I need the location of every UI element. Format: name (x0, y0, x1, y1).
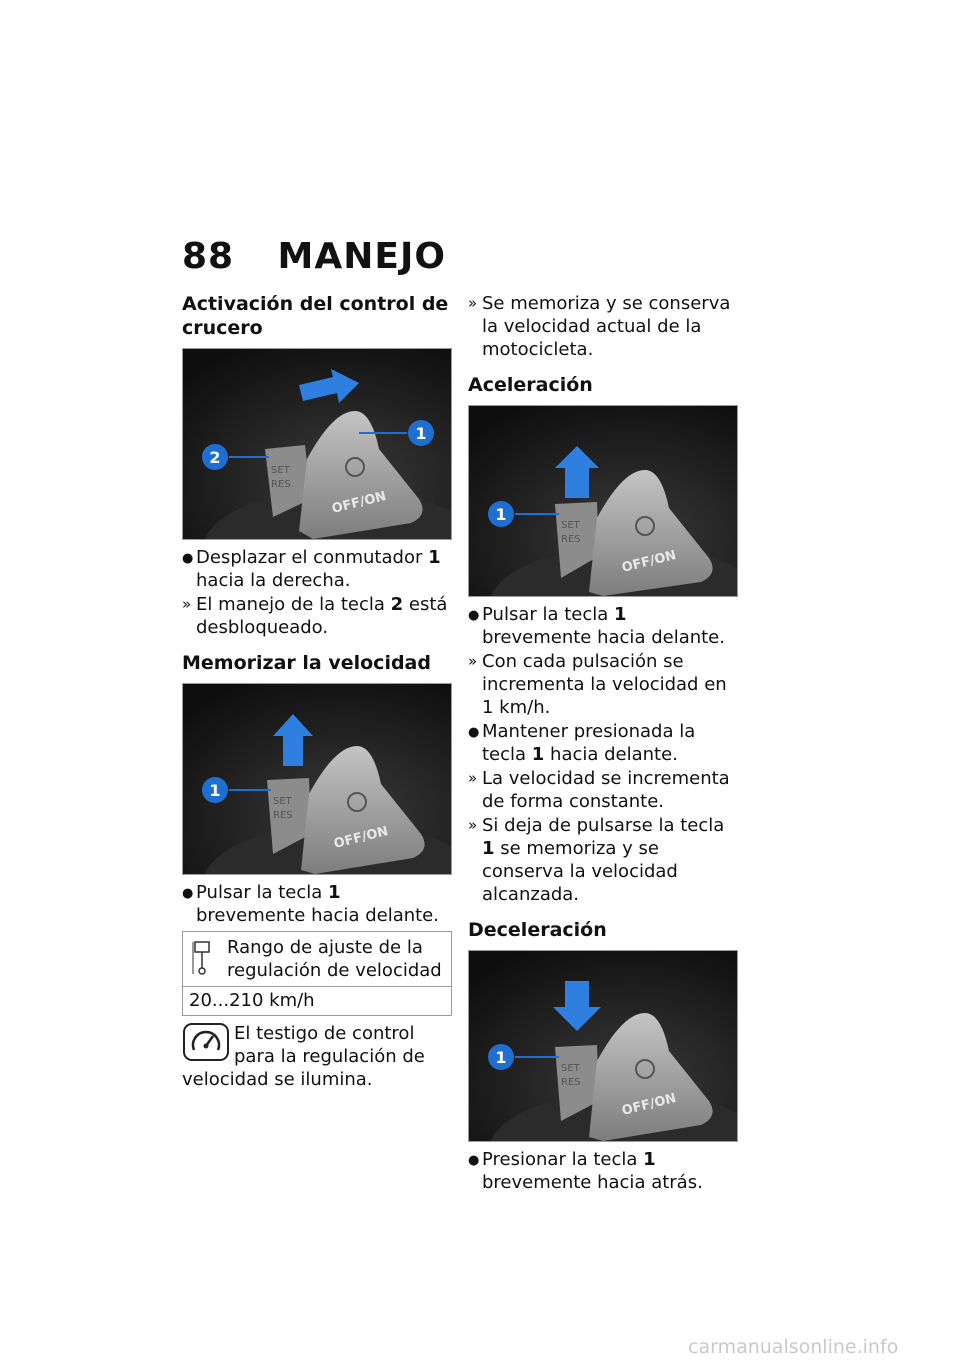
result-marker: » (182, 595, 192, 613)
result-step (468, 814, 738, 906)
step-reference-number: 1 (643, 1149, 656, 1170)
step-text: se memoriza y se conserva la velocidad alcanzada. (482, 838, 678, 905)
switch-bottom-label: RES (271, 479, 291, 490)
page-number: 88 (182, 236, 235, 277)
bullet-marker: ● (182, 886, 194, 901)
step-reference-number: 1 (482, 838, 495, 859)
bullet-marker: ● (468, 608, 480, 623)
deceleration-title: Deceleración (468, 919, 607, 941)
watermark: carmanualsonline.info (688, 1336, 899, 1358)
step-text: hacia la derecha. (196, 570, 351, 591)
svg-text:1: 1 (495, 1048, 507, 1067)
activation-figure (182, 348, 452, 540)
result-marker: » (468, 816, 478, 834)
acceleration-steps (468, 603, 738, 906)
instruction-step (182, 881, 452, 927)
step-text: brevemente hacia delante. (196, 905, 439, 926)
step-reference-number: 1 (531, 744, 545, 765)
section-title: MANEJO (277, 236, 446, 277)
bullet-marker: ● (182, 551, 194, 566)
indicator-text: El testigo de control para la regulación de velocidad se ilumina. (182, 1023, 425, 1090)
svg-text:SET: SET (273, 796, 292, 807)
step-text: Desplazar el conmutador (196, 547, 429, 568)
right-column (468, 292, 738, 1195)
memorize-title: Memorizar la velocidad (182, 652, 431, 674)
step-text: Presionar la tecla (482, 1149, 644, 1170)
instruction-step (468, 1148, 738, 1194)
step-reference-number: 2 (390, 594, 404, 615)
step-text: El manejo de la tecla (196, 594, 391, 615)
svg-text:OFF/ON: OFF/ON (620, 547, 678, 576)
activation-title: Activación del control de crucero (182, 293, 449, 339)
step-reference-number: 1 (614, 604, 627, 625)
lever-text: OFF/ON (330, 488, 388, 517)
bullet-marker: ● (468, 1153, 480, 1168)
left-column (182, 292, 452, 1091)
wrench-spec-icon (189, 936, 227, 980)
indicator-note (182, 1022, 452, 1091)
deceleration-steps (468, 1148, 738, 1194)
result-marker: » (468, 769, 478, 787)
step-text: hacia delante. (544, 744, 678, 765)
svg-text:RES: RES (561, 534, 581, 545)
step-text: Pulsar la tecla (482, 604, 615, 625)
svg-text:RES: RES (273, 810, 293, 821)
step-text: brevemente hacia atrás. (482, 1172, 703, 1193)
deceleration-figure (468, 950, 738, 1142)
switch-top-label: SET (271, 465, 290, 476)
cruise-control-indicator-icon (182, 1022, 232, 1062)
step-text: La velocidad se incrementa de forma constante. (482, 768, 730, 812)
step-text: Con cada pulsación se incrementa la velocidad en 1 km/h. (482, 651, 727, 718)
svg-text:OFF/ON: OFF/ON (332, 823, 390, 852)
svg-text:1: 1 (415, 424, 427, 443)
svg-text:SET: SET (561, 520, 580, 531)
memorize-steps (182, 881, 452, 927)
step-text: Se memoriza y se conserva la velocidad actual de la motocicleta. (482, 293, 731, 360)
activation-steps (182, 546, 452, 639)
svg-text:RES: RES (561, 1077, 581, 1088)
svg-text:1: 1 (209, 781, 221, 800)
result-step (468, 292, 738, 361)
memorize-result (468, 292, 738, 361)
page-header (182, 236, 446, 277)
bullet-marker: ● (468, 725, 480, 740)
result-step (468, 767, 738, 813)
svg-text:OFF/ON: OFF/ON (620, 1090, 678, 1119)
speed-range-spec (182, 931, 452, 1016)
step-text: Si deja de pulsarse la tecla (482, 815, 725, 836)
acceleration-title: Aceleración (468, 374, 593, 396)
result-marker: » (468, 294, 478, 312)
svg-text:2: 2 (209, 448, 221, 467)
step-reference-number: 1 (428, 547, 441, 568)
instruction-step (468, 603, 738, 649)
step-reference-number: 1 (328, 882, 341, 903)
spec-label: Rango de ajuste de la regulación de velocidad (227, 937, 442, 981)
result-marker: » (468, 652, 478, 670)
acceleration-figure (468, 405, 738, 597)
step-text: Pulsar la tecla (196, 882, 329, 903)
result-step (468, 650, 738, 719)
result-step (182, 593, 452, 639)
instruction-step (182, 546, 452, 592)
instruction-step (468, 720, 738, 766)
svg-text:SET: SET (561, 1063, 580, 1074)
svg-text:1: 1 (495, 505, 507, 524)
spec-value: 20...210 km/h (189, 990, 315, 1011)
step-text: Mantener presionada la tecla (482, 721, 696, 765)
memorize-figure (182, 683, 452, 875)
step-text: brevemente hacia delante. (482, 627, 725, 648)
step-text: está desbloqueado. (196, 594, 448, 638)
